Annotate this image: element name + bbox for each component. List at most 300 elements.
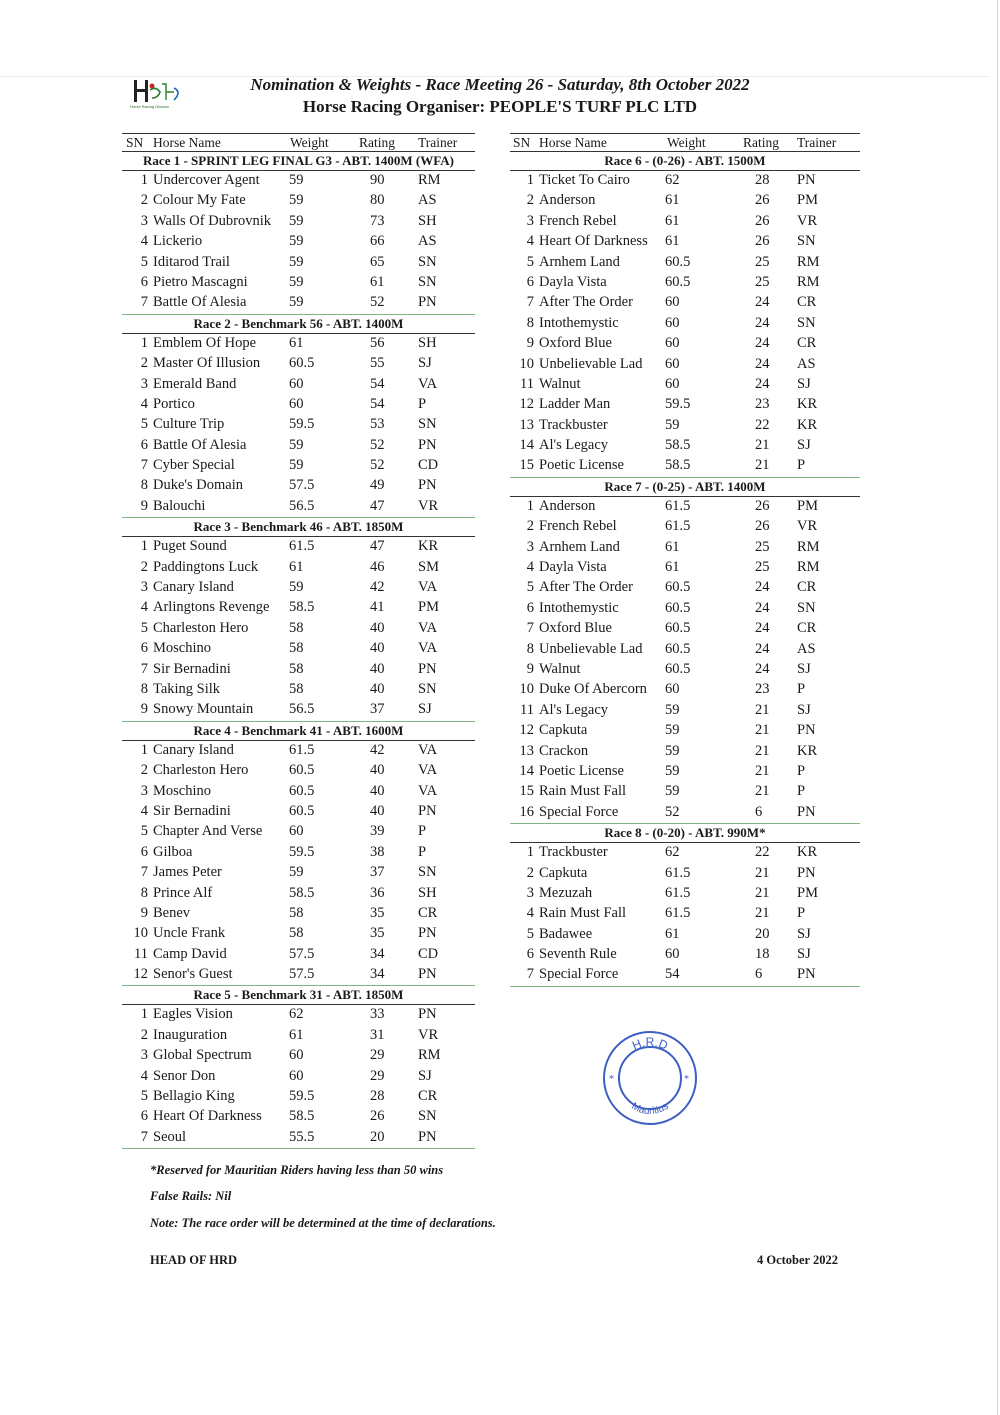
entry-row	[510, 334, 860, 354]
horse-name: Senor Don	[153, 1067, 216, 1084]
trainer: KR	[418, 538, 439, 555]
right-column-table	[510, 133, 860, 987]
entry-sn: 7	[140, 294, 148, 311]
weight: 59	[289, 172, 304, 188]
weight: 59	[289, 579, 304, 596]
trainer: VA	[418, 762, 438, 779]
weight: 60	[665, 375, 680, 392]
trainer: KR	[797, 416, 818, 433]
weight: 61	[665, 559, 680, 576]
right-races	[510, 152, 860, 987]
reserved-note: *Reserved for Mauritian Riders having less than 50 wins	[150, 1163, 444, 1177]
horse-name: Oxford Blue	[539, 335, 612, 352]
race-title: Race 3 - Benchmark 46 - ABT. 1850M	[122, 518, 475, 537]
entry-sn: 2	[526, 864, 534, 881]
horse-name: Pietro Mascagni	[153, 273, 248, 290]
race-title: Race 5 - Benchmark 31 - ABT. 1850M	[122, 986, 475, 1005]
horse-name: Poetic License	[539, 457, 624, 474]
horse-name: Badawee	[539, 925, 593, 942]
rating: 41	[370, 599, 385, 616]
entry-row	[510, 456, 860, 477]
trainer: AS	[797, 355, 816, 372]
weight: 59	[289, 294, 304, 311]
weight: 52	[665, 803, 680, 820]
entry-row	[122, 700, 475, 721]
trainer: CR	[797, 294, 817, 311]
hrd-stamp	[600, 1028, 700, 1128]
trainer: KR	[797, 844, 818, 861]
weight: 60	[289, 375, 304, 392]
entry-sn: 12	[519, 396, 534, 413]
horse-name: Poetic License	[539, 762, 624, 779]
rating: 24	[755, 375, 770, 392]
horse-name: Charleston Hero	[153, 619, 249, 636]
entry-sn: 7	[526, 294, 534, 311]
weight: 59.5	[289, 416, 315, 433]
entry-row	[122, 476, 475, 496]
trainer: SJ	[418, 355, 432, 372]
horse-name: After The Order	[539, 579, 633, 596]
entry-sn: 13	[519, 416, 534, 433]
weight: 61.5	[665, 518, 691, 535]
column-header-row	[122, 133, 475, 152]
rating: 73	[370, 212, 385, 229]
rating: 26	[755, 233, 770, 250]
weight: 61.5	[665, 497, 691, 514]
rating: 22	[755, 844, 770, 861]
trainer: PN	[418, 660, 437, 677]
entry-sn: 10	[519, 681, 534, 698]
horse-name: Eagles Vision	[153, 1006, 233, 1023]
rating: 39	[370, 823, 385, 840]
trainer: SH	[418, 212, 437, 229]
entry-row	[122, 1046, 475, 1066]
horse-name: Special Force	[539, 966, 619, 983]
entry-row	[510, 171, 860, 191]
rating: 21	[755, 884, 770, 901]
entry-sn: 4	[526, 905, 534, 922]
svg-text:Mauritius: Mauritius	[629, 1100, 671, 1118]
rating: 40	[370, 640, 385, 657]
entry-row	[122, 191, 475, 211]
horse-name: Chapter And Verse	[153, 823, 263, 840]
trainer: SM	[418, 558, 439, 575]
rating: 21	[755, 722, 770, 739]
entry-sn: 11	[520, 701, 534, 718]
rating: 21	[755, 457, 770, 474]
horse-name: Seoul	[153, 1128, 187, 1145]
trainer: SN	[418, 416, 437, 433]
rating: 54	[370, 395, 385, 412]
horse-name: French Rebel	[539, 212, 617, 229]
horse-name: Senor's Guest	[153, 966, 233, 983]
entry-sn: 8	[526, 314, 534, 331]
rating: 35	[370, 904, 385, 921]
entry-row	[510, 599, 860, 619]
weight: 54	[665, 966, 680, 983]
entry-row	[122, 1005, 475, 1025]
rating: 42	[370, 741, 385, 758]
entry-row	[122, 884, 475, 904]
entry-sn: 6	[140, 640, 148, 657]
entry-row	[510, 904, 860, 924]
horse-name: Taking Silk	[153, 680, 221, 697]
entry-sn: 4	[140, 599, 148, 616]
trainer: P	[418, 395, 427, 412]
entry-row	[122, 965, 475, 986]
entry-row	[122, 558, 475, 578]
rating: 53	[370, 416, 385, 433]
entry-sn: 3	[526, 884, 534, 901]
trainer: PN	[418, 477, 437, 494]
weight: 58.5	[289, 884, 315, 901]
entry-row	[510, 558, 860, 578]
entry-row	[510, 884, 860, 904]
trainer: PN	[418, 436, 437, 453]
trainer: KR	[797, 396, 818, 413]
trainer: VR	[797, 212, 818, 229]
entry-row	[510, 436, 860, 456]
entry-sn: 1	[140, 1006, 148, 1023]
trainer: PN	[418, 802, 437, 819]
rating: 25	[755, 273, 770, 290]
horse-name: Intothemystic	[539, 599, 619, 616]
trainer: KR	[797, 742, 818, 759]
horse-name: Special Force	[539, 803, 619, 820]
horse-name: Duke Of Abercorn	[539, 681, 647, 698]
entry-sn: 7	[140, 864, 148, 881]
rating: 24	[755, 314, 770, 331]
rating: 49	[370, 477, 385, 494]
entry-sn: 5	[526, 579, 534, 596]
rating: 40	[370, 619, 385, 636]
entry-row	[122, 598, 475, 618]
entry-row	[510, 538, 860, 558]
trainer: VR	[418, 1026, 439, 1043]
weight: 60.5	[289, 762, 315, 779]
rating: 54	[370, 375, 385, 392]
horse-name: Ladder Man	[539, 396, 611, 413]
horse-name: Emerald Band	[153, 375, 237, 392]
entry-row	[122, 497, 475, 518]
horse-name: Trackbuster	[539, 844, 608, 861]
rating: 6	[755, 966, 763, 983]
weight: 60	[665, 314, 680, 331]
entry-sn: 2	[526, 192, 534, 209]
weight: 59	[289, 233, 304, 250]
weight: 60.5	[665, 579, 691, 596]
header-weight: Weight	[290, 135, 329, 150]
rating: 52	[370, 436, 385, 453]
signatory: HEAD OF HRD	[150, 1253, 238, 1267]
trainer: SH	[418, 334, 437, 351]
rating: 37	[370, 864, 385, 881]
trainer: SJ	[797, 701, 811, 718]
horse-name: After The Order	[539, 294, 633, 311]
rating: 24	[755, 355, 770, 372]
weight: 58.5	[665, 437, 691, 454]
weight: 59	[289, 273, 304, 290]
weight: 58	[289, 660, 304, 677]
false-rails-note: False Rails: Nil	[150, 1189, 232, 1203]
weight: 59	[665, 701, 680, 718]
entry-sn: 2	[140, 355, 148, 372]
trainer: SJ	[797, 437, 811, 454]
entry-sn: 4	[140, 233, 148, 250]
entry-row	[122, 232, 475, 252]
entry-row	[510, 864, 860, 884]
entry-row	[122, 843, 475, 863]
trainer: SN	[418, 253, 437, 270]
trainer: P	[797, 905, 806, 922]
trainer: AS	[797, 640, 816, 657]
rating: 31	[370, 1026, 385, 1043]
trainer: SN	[797, 233, 816, 250]
trainer: CR	[797, 579, 817, 596]
horse-name: Ticket To Cairo	[539, 172, 630, 188]
horse-name: Bellagio King	[153, 1088, 235, 1105]
rating: 29	[370, 1067, 385, 1084]
horse-name: Battle Of Alesia	[153, 436, 247, 453]
race-title: Race 6 - (0-26) - ABT. 1500M	[510, 152, 860, 171]
entry-row	[122, 619, 475, 639]
entry-sn: 15	[519, 457, 534, 474]
horse-name: Seventh Rule	[539, 946, 617, 963]
weight: 56.5	[289, 701, 315, 718]
weight: 60.5	[665, 660, 691, 677]
entry-row	[122, 924, 475, 944]
rating: 36	[370, 884, 385, 901]
rating: 23	[755, 681, 770, 698]
horse-name: James Peter	[153, 864, 222, 881]
horse-name: Uncle Frank	[153, 925, 226, 942]
entry-row	[510, 640, 860, 660]
weight: 60	[665, 294, 680, 311]
trainer: CD	[418, 945, 439, 962]
weight: 58	[289, 619, 304, 636]
trainer: SN	[797, 599, 816, 616]
horse-name: Arnhem Land	[539, 253, 620, 270]
rating: 24	[755, 660, 770, 677]
weight: 61.5	[289, 741, 315, 758]
entry-row	[122, 1026, 475, 1046]
entry-sn: 9	[140, 701, 148, 718]
rating: 26	[755, 497, 770, 514]
trainer: CR	[797, 620, 817, 637]
rating: 47	[370, 538, 385, 555]
horse-name: Inauguration	[153, 1026, 228, 1043]
trainer: RM	[797, 559, 820, 576]
entry-row	[510, 619, 860, 639]
issue-date: 4 October 2022	[756, 1253, 838, 1267]
entry-sn: 7	[140, 1128, 148, 1145]
rating: 65	[370, 253, 385, 270]
entry-row	[122, 680, 475, 700]
weight: 59.5	[289, 843, 315, 860]
rating: 21	[755, 742, 770, 759]
entry-sn: 1	[140, 172, 148, 188]
horse-name: Anderson	[539, 192, 596, 209]
entry-sn: 9	[526, 660, 534, 677]
entry-sn: 12	[133, 966, 148, 983]
trainer: SH	[418, 884, 437, 901]
rating: 46	[370, 558, 385, 575]
horse-name: Walnut	[539, 660, 581, 677]
entry-row	[510, 191, 860, 211]
trainer: AS	[418, 192, 437, 209]
entry-sn: 1	[140, 334, 148, 351]
rating: 40	[370, 762, 385, 779]
trainer: SN	[797, 314, 816, 331]
weight: 58	[289, 640, 304, 657]
weight: 60.5	[665, 599, 691, 616]
weight: 60	[289, 823, 304, 840]
weight: 59	[665, 783, 680, 800]
rating: 29	[370, 1047, 385, 1064]
svg-text:*: *	[609, 1074, 614, 1085]
trainer: PM	[797, 497, 818, 514]
horse-name: Charleston Hero	[153, 762, 249, 779]
entry-row	[510, 782, 860, 802]
trainer: SJ	[797, 660, 811, 677]
entry-sn: 7	[526, 620, 534, 637]
weight: 60	[665, 681, 680, 698]
rating: 28	[370, 1088, 385, 1105]
horse-name: Iditarod Trail	[153, 253, 230, 270]
entry-row	[510, 253, 860, 273]
weight: 62	[289, 1006, 304, 1023]
entry-row	[122, 293, 475, 314]
entry-row	[510, 416, 860, 436]
rating: 42	[370, 579, 385, 596]
rating: 52	[370, 294, 385, 311]
entry-sn: 1	[526, 844, 534, 861]
rating: 33	[370, 1006, 385, 1023]
horse-name: Oxford Blue	[539, 620, 612, 637]
rating: 25	[755, 253, 770, 270]
weight: 60	[665, 335, 680, 352]
header-sn: SN	[126, 135, 144, 150]
weight: 60.5	[665, 640, 691, 657]
trainer: VA	[418, 375, 438, 392]
horse-name: Gilboa	[153, 843, 193, 860]
entry-sn: 3	[526, 212, 534, 229]
weight: 61	[665, 192, 680, 209]
weight: 61.5	[289, 538, 315, 555]
weight: 61	[665, 538, 680, 555]
weight: 60.5	[289, 802, 315, 819]
trainer: RM	[418, 1047, 441, 1064]
horse-name: Sir Bernadini	[153, 802, 231, 819]
rating: 21	[755, 701, 770, 718]
entry-sn: 8	[140, 477, 148, 494]
horse-name: Portico	[153, 395, 195, 412]
entry-sn: 1	[140, 741, 148, 758]
weight: 59	[289, 212, 304, 229]
rating: 37	[370, 701, 385, 718]
entry-row	[122, 741, 475, 761]
horse-name: Arlingtons Revenge	[153, 599, 270, 616]
trainer: PN	[418, 294, 437, 311]
weight: 59	[289, 457, 304, 474]
document-title: Nomination & Weights - Race Meeting 26 - Saturday, 8th October 2022	[250, 75, 750, 94]
entry-sn: 6	[140, 273, 148, 290]
rating: 24	[755, 335, 770, 352]
entry-row	[122, 578, 475, 598]
trainer: SN	[418, 680, 437, 697]
entry-row	[122, 273, 475, 293]
entry-row	[122, 171, 475, 191]
horse-name: Canary Island	[153, 741, 234, 758]
rating: 21	[755, 437, 770, 454]
rating: 56	[370, 334, 385, 351]
trainer: SJ	[797, 946, 811, 963]
trainer: SN	[418, 273, 437, 290]
entry-sn: 6	[140, 1108, 148, 1125]
weight: 61.5	[665, 864, 691, 881]
trainer: VA	[418, 782, 438, 799]
entry-row	[122, 761, 475, 781]
trainer: SJ	[797, 375, 811, 392]
trainer: SN	[418, 1108, 437, 1125]
entry-sn: 13	[519, 742, 534, 759]
rating: 26	[370, 1108, 385, 1125]
entry-sn: 7	[140, 660, 148, 677]
rating: 6	[755, 803, 763, 820]
entry-row	[122, 253, 475, 273]
race-title: Race 4 - Benchmark 41 - ABT. 1600M	[122, 722, 475, 741]
trainer: VA	[418, 640, 438, 657]
rating: 40	[370, 680, 385, 697]
weight: 61.5	[665, 905, 691, 922]
weight: 59.5	[665, 396, 691, 413]
entry-sn: 2	[140, 762, 148, 779]
left-races	[122, 152, 475, 1149]
entry-row	[122, 1128, 475, 1149]
entry-row	[510, 803, 860, 824]
rating: 25	[755, 559, 770, 576]
entry-row	[510, 945, 860, 965]
weight: 61	[665, 233, 680, 250]
entry-sn: 5	[140, 1088, 148, 1105]
horse-name: Rain Must Fall	[539, 783, 627, 800]
entry-row	[510, 497, 860, 517]
rating: 24	[755, 294, 770, 311]
horse-name: Crackon	[539, 742, 589, 759]
entry-row	[510, 355, 860, 375]
entry-row	[122, 945, 475, 965]
horse-name: Walls Of Dubrovnik	[153, 212, 272, 229]
trainer: AS	[418, 233, 437, 250]
weight: 61	[289, 558, 304, 575]
horse-name: Rain Must Fall	[539, 905, 627, 922]
entry-row	[510, 925, 860, 945]
horse-name: Intothemystic	[539, 314, 619, 331]
weight: 59	[665, 742, 680, 759]
entry-sn: 5	[140, 823, 148, 840]
entry-sn: 5	[526, 253, 534, 270]
page-edge	[997, 0, 998, 1415]
weight: 60	[289, 395, 304, 412]
horse-name: Arnhem Land	[539, 538, 620, 555]
horse-name: Undercover Agent	[153, 172, 260, 188]
entry-sn: 9	[526, 335, 534, 352]
trainer: PN	[418, 966, 437, 983]
rating: 28	[755, 172, 770, 188]
rating: 61	[370, 273, 385, 290]
left-column-table	[122, 133, 475, 1149]
entry-row	[122, 802, 475, 822]
